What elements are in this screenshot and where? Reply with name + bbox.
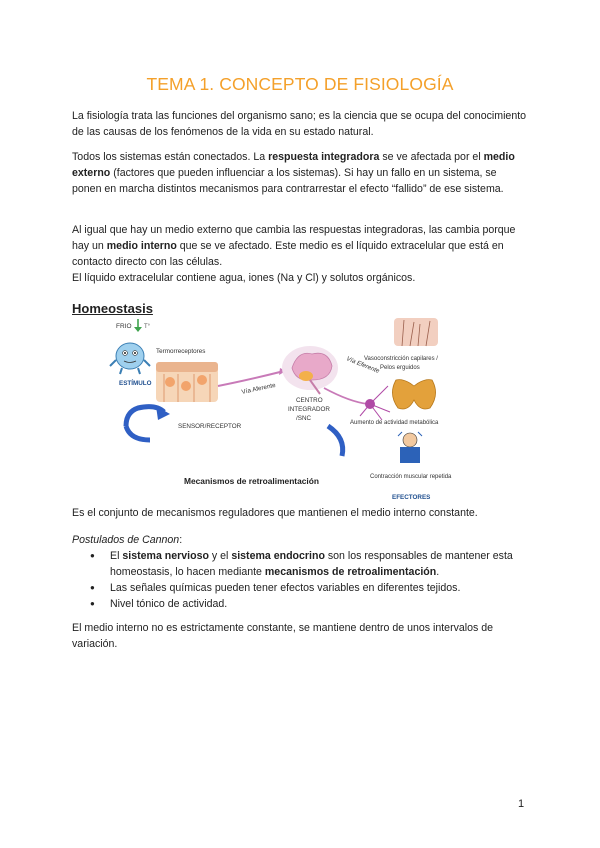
page-title: TEMA 1. CONCEPTO DE FISIOLOGÍA bbox=[146, 74, 454, 94]
cold-arrow-icon bbox=[134, 319, 151, 332]
medio-externo-term: medio externo bbox=[72, 151, 515, 179]
centro-label-2: INTEGRADOR bbox=[288, 406, 330, 413]
homeostasis-heading: Homeostasis bbox=[72, 301, 153, 316]
cold-mascot-icon bbox=[110, 343, 150, 374]
via-aferente-label: Vía Aferente bbox=[240, 381, 277, 396]
thyroid-icon bbox=[392, 380, 435, 409]
sensor-receptor-label: SENSOR/RECEPTOR bbox=[178, 423, 242, 430]
vasoconstriccion-label-2: Pelos erguidos bbox=[380, 365, 420, 371]
termorreceptores-label: Termorreceptores bbox=[156, 348, 206, 355]
brain-image bbox=[282, 346, 338, 394]
intro-paragraph-1: La fisiología trata las funciones del organismo sano; es la ciencia que se ocupa del conocimiento de las causas de los fenómenos de la vida en su estado natural. bbox=[72, 110, 527, 138]
postulados-list bbox=[72, 548, 528, 612]
list-item: ● Las señales químicas pueden tener efectos variables en diferentes tejidos. bbox=[72, 580, 528, 596]
contraccion-label: Contracción muscular repetida bbox=[370, 474, 452, 480]
hair-skin-image bbox=[394, 318, 438, 346]
intro-paragraph-2: Todos los sistemas están conectados. La respuesta integradora se ve afectada por el medio externo (factores que pueden influenciar a los sistemas). Si hay un fallo en un sistema, se ponen en marcha distintos mecanismos para contrarrestar el efecto “fallido” de ese sistema. bbox=[72, 151, 515, 195]
page-number: 1 bbox=[518, 798, 525, 810]
list-item: ● Nivel tónico de actividad. bbox=[72, 596, 528, 612]
via-eferente-arrow bbox=[324, 388, 368, 404]
intro-paragraph-3: Al igual que hay un medio externo que cambia las respuestas integradoras, las cambia porque hay un medio interno que se ve afectado. Este medio es el líquido extracelular que está en contacto directo con las células. El líquido extracelular contiene agua, iones (Na y Cl) y solutos orgánicos. bbox=[72, 222, 528, 286]
closing-paragraph: El medio interno no es estrictamente constante, se mantiene dentro de unos intervalos de variación. bbox=[72, 622, 494, 650]
medio-interno-term: medio interno bbox=[106, 240, 177, 252]
skin-receptor-image bbox=[156, 362, 218, 402]
feedback-arrow bbox=[126, 406, 170, 440]
estimulo-label: ESTÍMULO bbox=[119, 380, 152, 387]
homeostasis-diagram bbox=[98, 316, 498, 504]
via-eferente-label: Vía Eferente bbox=[345, 355, 381, 375]
frio-label: FRIO bbox=[116, 323, 132, 330]
via-aferente-arrow bbox=[218, 368, 286, 386]
centro-label-1: CENTRO bbox=[296, 397, 323, 404]
list-item: ● El sistema nervioso y el sistema endocrino son los responsables de mantener esta homeostasis, lo hacen mediante mecanismos de retroalimentación. bbox=[72, 548, 528, 580]
centro-label-3: /SNC bbox=[296, 415, 312, 422]
svg-text:T°: T° bbox=[144, 324, 151, 330]
vasoconstriccion-label-1: Vasoconstricción capilares / bbox=[364, 356, 438, 362]
postulados-section bbox=[72, 532, 528, 612]
homeostasis-definition: Es el conjunto de mecanismos reguladores que mantienen el medio interno constante. bbox=[72, 507, 478, 519]
shivering-person-icon bbox=[398, 432, 422, 463]
postulados-title: Postulados de Cannon: bbox=[72, 534, 183, 546]
return-arrow bbox=[328, 426, 343, 456]
aumento-actividad-label: Aumento de actividad metabólica bbox=[350, 420, 439, 426]
mecanismos-label: Mecanismos de retroalimentación bbox=[184, 476, 319, 486]
intro-paragraph-4: El líquido extracelular contiene agua, iones (Na y Cl) y solutos orgánicos. bbox=[72, 272, 416, 284]
efectores-label: EFECTORES bbox=[392, 494, 431, 501]
respuesta-integradora-term: respuesta integradora bbox=[268, 151, 380, 163]
